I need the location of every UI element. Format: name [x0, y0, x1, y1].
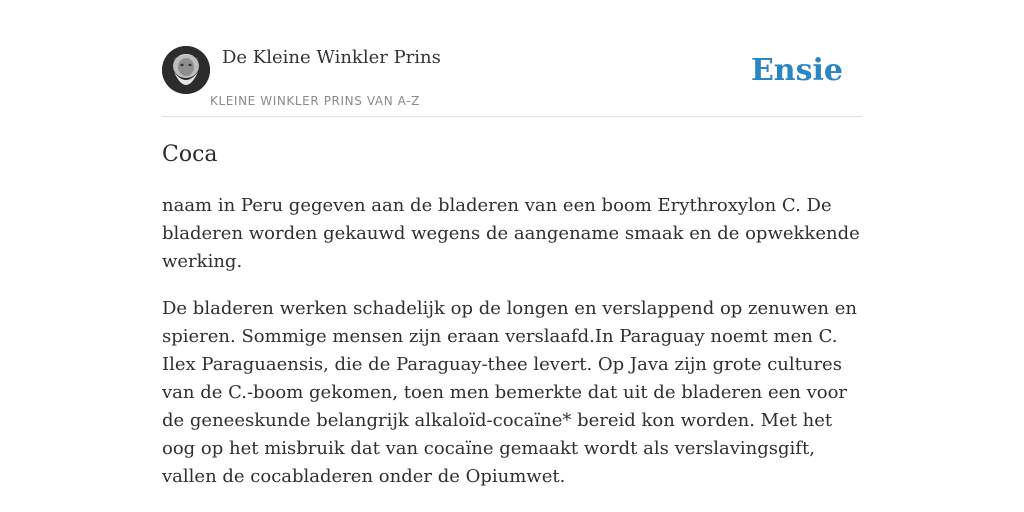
page-header [162, 44, 862, 117]
article [162, 138, 866, 510]
author-avatar[interactable] [162, 46, 210, 94]
article-paragraph: naam in Peru gegeven aan de bladeren van een boom Erythroxylon C. De bladeren worden gekauwd wegens de aangename smaak en de opwekkende werking. [162, 195, 860, 272]
ensie-logo[interactable]: Ensie [750, 53, 843, 88]
source-subtitle-link[interactable]: KLEINE WINKLER PRINS VAN A-Z [210, 94, 420, 108]
article-title: Coca [162, 142, 218, 167]
portrait-icon [162, 46, 210, 94]
source-title-link[interactable]: De Kleine Winkler Prins [222, 47, 441, 68]
article-paragraph: De bladeren werken schadelijk op de longen en verslappend op zenuwen en spieren. Sommige mensen zijn eraan verslaafd.In Paraguay noemt men C. Ilex Paraguaensis, die de Paraguay-thee levert. Op Java zijn grote cultures van de C.-boom gekomen, toen men bemerkte dat uit de bladeren een voor de geneeskunde belangrijk alkaloïd-cocaïne* bereid kon worden. Met het oog op het misbruik dat van cocaïne gemaakt wordt als verslavingsgift, vallen de cocabladeren onder de Opiumwet. [162, 298, 857, 487]
